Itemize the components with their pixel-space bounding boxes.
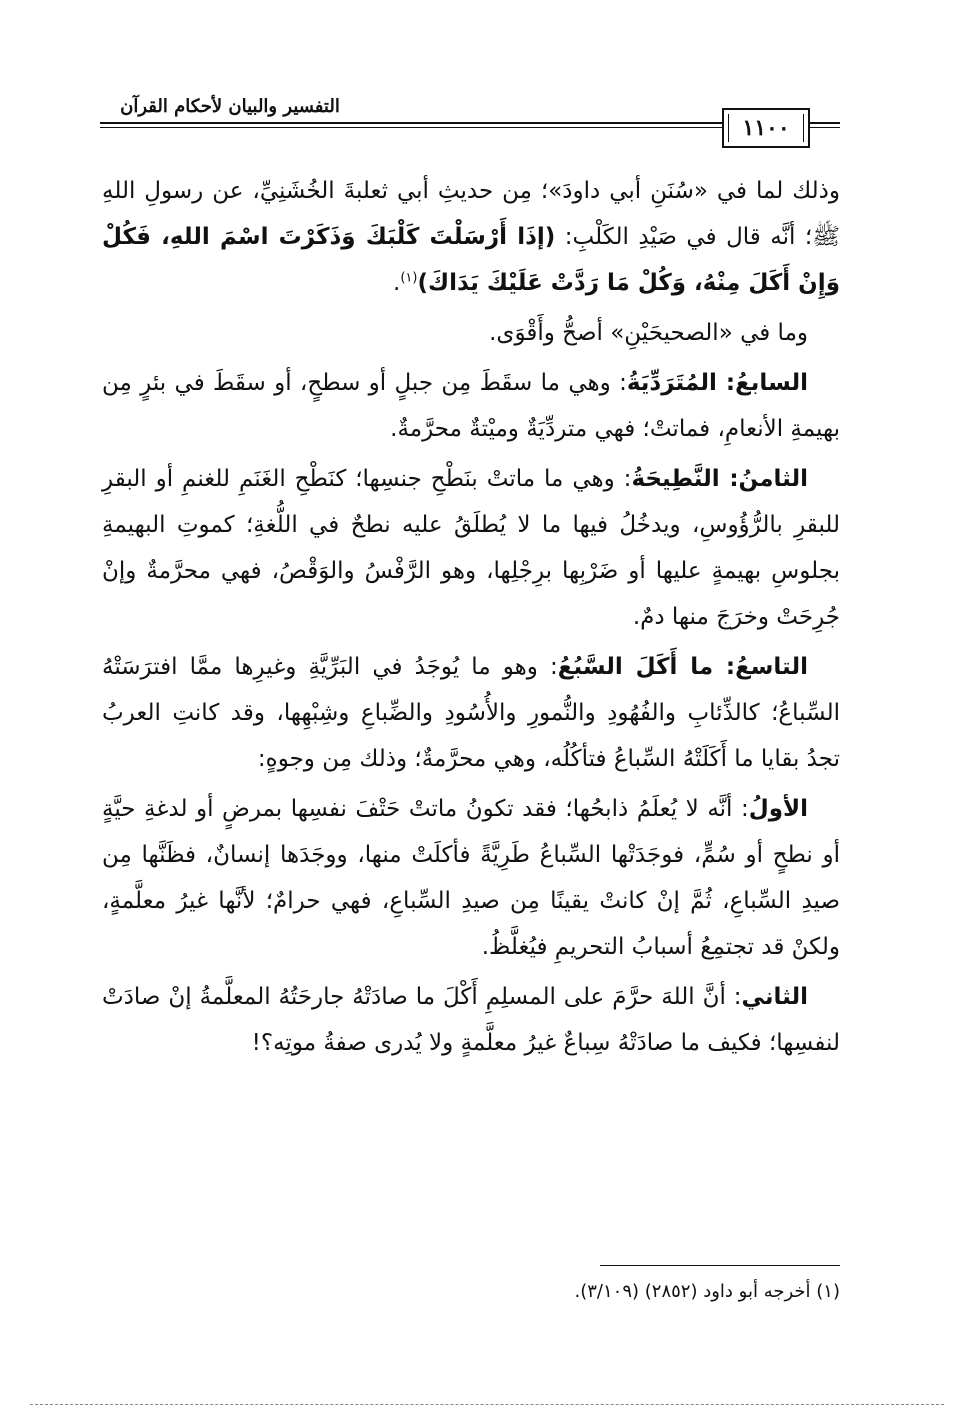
bold-term: الثامنُ: bbox=[719, 466, 808, 492]
bold-term: السابعُ: bbox=[716, 370, 808, 396]
footnote-item bbox=[102, 1276, 840, 1308]
paragraph bbox=[102, 644, 840, 782]
text-run: وما في «الصحيحَيْنِ» أصحُّ وأَقْوَى. bbox=[489, 320, 808, 346]
text-run: : وهي ما سقَطَ مِن جبلٍ أو سطحٍ، أو سقَطَ في بئرٍ مِن بهيمةِ الأنعامِ، فماتتْ؛ فهي متردِّيَةٌ وميْتةٌ محرَّمةٌ. bbox=[102, 370, 840, 442]
running-title: التفسير والبيان لأحكام القرآن bbox=[100, 94, 360, 120]
text-run: : أنَّ اللهَ حرَّمَ على المسلِمِ أَكْلَ ما صادَتْهُ جارحَتُهُ المعلَّمةُ إنْ صادَتْ لنفسِها؛ فكيف ما صادَتْهُ سِباعٌ غيرُ معلَّمةٍ ولا يُدرى صفةُ موتِه؟! bbox=[102, 984, 840, 1056]
paragraph bbox=[102, 310, 840, 356]
header-rule-tail bbox=[810, 122, 840, 124]
text-run: : وهو ما يُوجَدُ في البَرِّيَّةِ وغيرِها ممَّا افترَسَتْهُ السِّباعُ؛ كالذِّئابِ والفُهُودِ والنُّمورِ والأُسُودِ والضِّباعِ وشِبْهِها، وقد كانتِ العربُ تجدُ بقايا ما أَكَلَتْهُ السِّباعُ فتأكُلُه، وهي محرَّمةٌ؛ وذلك مِن وجوهٍ: bbox=[102, 654, 840, 772]
footnote-text: أخرجه أبو داود (٢٨٥٢) (٣/١٠٩). bbox=[574, 1281, 811, 1302]
text-run: وذلك لما في «سُنَنِ أبي داودَ»؛ مِن حديثِ أبي ثعلبةَ الخُشَنِيِّ، عن رسولِ اللهِ ﷺ؛ أنَّه قال في صَيْدِ الكَلْبِ: bbox=[102, 178, 840, 250]
bold-term: ما أَكَلَ السَّبُعُ bbox=[557, 654, 714, 680]
footnote-reference: (١) bbox=[400, 270, 418, 286]
text-run: : أنَّه لا يُعلَمُ ذابحُها؛ فقد تكونُ ماتتْ حَتْفَ نفسِها بمرضٍ أو لدغةِ حيَّةٍ أو نطحٍ أو سُمٍّ، فوجَدَتْها السِّباعُ طَرِيَّةً فأكلَتْ منها، ووجَدَها إنسانٌ، فظَنَّها مِن صيدِ السِّباعِ، ثُمَّ إنْ كانتْ يقينًا مِن صيدِ السِّباعِ، فهي حرامٌ؛ لأنَّها غيرُ معلَّمةٍ، ولكنْ قد تجتمِعُ أسبابُ التحريمِ فيُغلَّظُ. bbox=[102, 796, 840, 960]
footnote-marker: (١) bbox=[816, 1281, 840, 1302]
body-text bbox=[102, 168, 840, 1070]
paragraph bbox=[102, 786, 840, 970]
paragraph bbox=[102, 360, 840, 452]
page-header bbox=[100, 94, 840, 144]
page-number: ١١٠٠ bbox=[722, 108, 810, 148]
text-run: . bbox=[393, 270, 401, 296]
bold-term: (إذَا أَرْسَلْتَ كَلْبَكَ وَذَكَرْتَ اسْمَ اللهِ، فَكُلْ وَإِنْ أَكَلَ مِنْهُ، وَكُلْ مَا رَدَّتْ عَلَيْكَ يَدَاكَ) bbox=[102, 224, 840, 296]
bold-term: الأولُ bbox=[748, 796, 808, 822]
footnote-separator bbox=[600, 1265, 840, 1266]
paragraph bbox=[102, 168, 840, 306]
footnotes bbox=[102, 1276, 840, 1308]
text-run: : وهي ما ماتتْ بنَطْحِ جنسِها؛ كنَطْحِ الغَنَمِ للغنمِ أو البقرِ للبقرِ بالرُّؤُوسِ، ويدخُلُ فيها ما لا يُطلَقُ عليه نطحٌ في اللُّغةِ؛ كموتِ البهيمةِ بجلوسِ بهيمةٍ عليها أو ضَرْبِها برِجْلِها، وهو الرَّفْسُ والوَقْصُ، فهي محرَّمةٌ وإنْ جُرِحَتْ وخرَجَ منها دمٌ. bbox=[102, 466, 840, 630]
paragraph bbox=[102, 456, 840, 640]
scan-edge-line bbox=[30, 1404, 944, 1405]
bold-term: التاسعُ: bbox=[713, 654, 808, 680]
bold-term: المُتَرَدِّيَةُ bbox=[626, 370, 717, 396]
bold-term: الثاني bbox=[741, 984, 808, 1010]
bold-term: النَّطِيحَةُ bbox=[631, 466, 720, 492]
paragraph bbox=[102, 974, 840, 1066]
